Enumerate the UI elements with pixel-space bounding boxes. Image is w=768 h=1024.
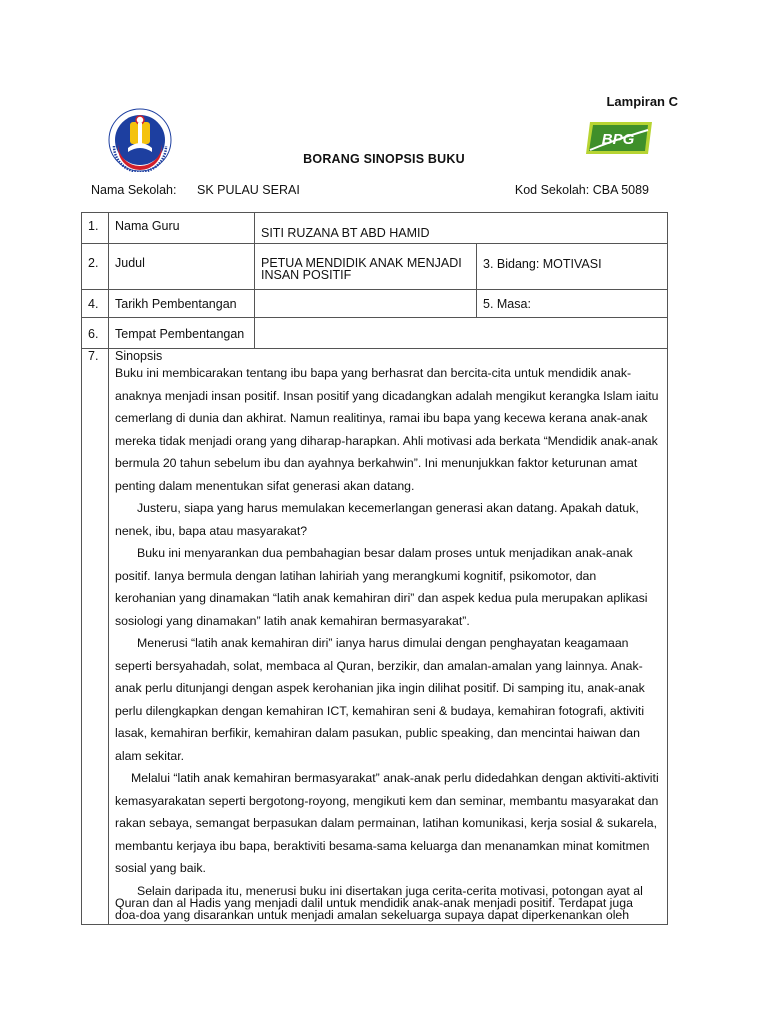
title-label: Judul	[109, 244, 255, 290]
presentation-place-label: Tempat Pembentangan	[109, 318, 255, 349]
synopsis-paragraph: Buku ini menyarankan dua pembahagian besar dalam proses untuk menjadikan anak-anak positif. Ianya bermula dengan latihan lahiriah yang merangkumi kognitif, psikomotor, dan kerohanian yang dinamakan “latih anak kemahiran diri” dan aspek kedua pula merupakan aplikasi sosiologi yang dinamakan” latih anak kemahiran bermasyarakat”.	[115, 546, 648, 628]
attachment-label: Lampiran C	[606, 94, 678, 109]
table-row	[82, 318, 668, 349]
row-number: 6.	[82, 318, 109, 349]
synopsis-text	[115, 362, 659, 921]
synopsis-paragraph: Melalui “latih anak kemahiran bermasyarakat” anak-anak perlu didedahkan dengan aktiviti-aktiviti kemasyarakatan seperti bergotong-royong, mengikuti kem dan seminar, membantu masyarakat dan rakan sebaya, semangat berpasukan dalam permainan, latihan komunikasi, kerja sosial & sukarela, membantu kerjaya ibu bapa, beraktiviti besama-sama keluarga dan menanamkan minat komitmen sosial yang baik.	[115, 771, 659, 875]
bpg-logo-text: BPG	[601, 131, 635, 148]
school-name-value: SK PULAU SERAI	[197, 183, 300, 197]
presentation-date-value	[255, 290, 477, 318]
row-number: 7.	[82, 349, 109, 925]
synopsis-form-table	[81, 212, 668, 925]
school-name-label: Nama Sekolah:	[91, 183, 177, 197]
teacher-name-label: Nama Guru	[109, 213, 255, 244]
synopsis-paragraph: Buku ini membicarakan tentang ibu bapa yang berhasrat dan bercita-cita untuk mendidik anak-anaknya menjadi insan positif. Insan positif yang dicadangkan adalah mengikut kerangka Islam iaitu cemerlang di dunia dan akhirat. Namun realitinya, ramai ibu bapa yang kecewa kerana anak-anak mereka tidak menjadi orang yang diharap-harapkan. Ahli motivasi ada berkata “Mendidik anak-anak bermula 20 tahun sebelum ibu dan ayahnya berkahwin”. Ini menunjukkan faktor keturunan amat penting dalam menentukan sifat generasi akan datang.	[115, 366, 659, 493]
school-code: Kod Sekolah: CBA 5089	[514, 183, 649, 197]
school-info-row	[91, 183, 661, 199]
synopsis-cell	[109, 349, 668, 925]
row-number: 1.	[82, 213, 109, 244]
table-row	[82, 290, 668, 318]
row-number: 4.	[82, 290, 109, 318]
synopsis-paragraph: Menerusi “latih anak kemahiran diri” ianya harus dimulai dengan penghayatan keagamaan seperti bersyahadah, solat, membaca al Quran, berzikir, dan amalan-amalan yang lainnya. Anak-anak perlu ditunjangi dengan aspek kerohanian jika ingin dilihat positif. Di samping itu, anak-anak perlu dilengkapkan dengan kemahiran ICT, kemahiran seni & budaya, kemahiran fotografi, aktiviti lasak, kemahiran berfikir, kemahiran dalam pasukan, public speaking, dan mencintai haiwan dan alam sekitar.	[115, 636, 645, 763]
form-title: BORANG SINOPSIS BUKU	[303, 152, 465, 166]
presentation-date-label: Tarikh Pembentangan	[109, 290, 255, 318]
table-row	[82, 244, 668, 290]
table-row	[82, 349, 668, 925]
row-number: 2.	[82, 244, 109, 290]
synopsis-paragraph: Justeru, siapa yang harus memulakan kecemerlangan generasi akan datang. Apakah datuk, nenek, ibu, bapa atau masyarakat?	[115, 501, 639, 538]
book-title-value: PETUA MENDIDIK ANAK MENJADI INSAN POSITIF	[255, 244, 477, 290]
teacher-name-value: SITI RUZANA BT ABD HAMID	[255, 213, 668, 244]
field-value: 3. Bidang: MOTIVASI	[477, 244, 668, 290]
table-row	[82, 213, 668, 244]
presentation-place-value	[255, 318, 668, 349]
synopsis-label: Sinopsis	[115, 349, 163, 363]
synopsis-paragraph: Selain daripada itu, menerusi buku ini disertakan juga cerita-cerita motivasi, potongan ayat al Quran dan al Hadis yang menjadi dalil untuk mendidik anak-anak menjadi positif. Terdapat juga doa-doa yang disarankan untuk menjadi amalan sekeluarga supaya dapat diperkenankan oleh	[115, 883, 643, 922]
duration-label: 5. Masa:	[477, 290, 668, 318]
